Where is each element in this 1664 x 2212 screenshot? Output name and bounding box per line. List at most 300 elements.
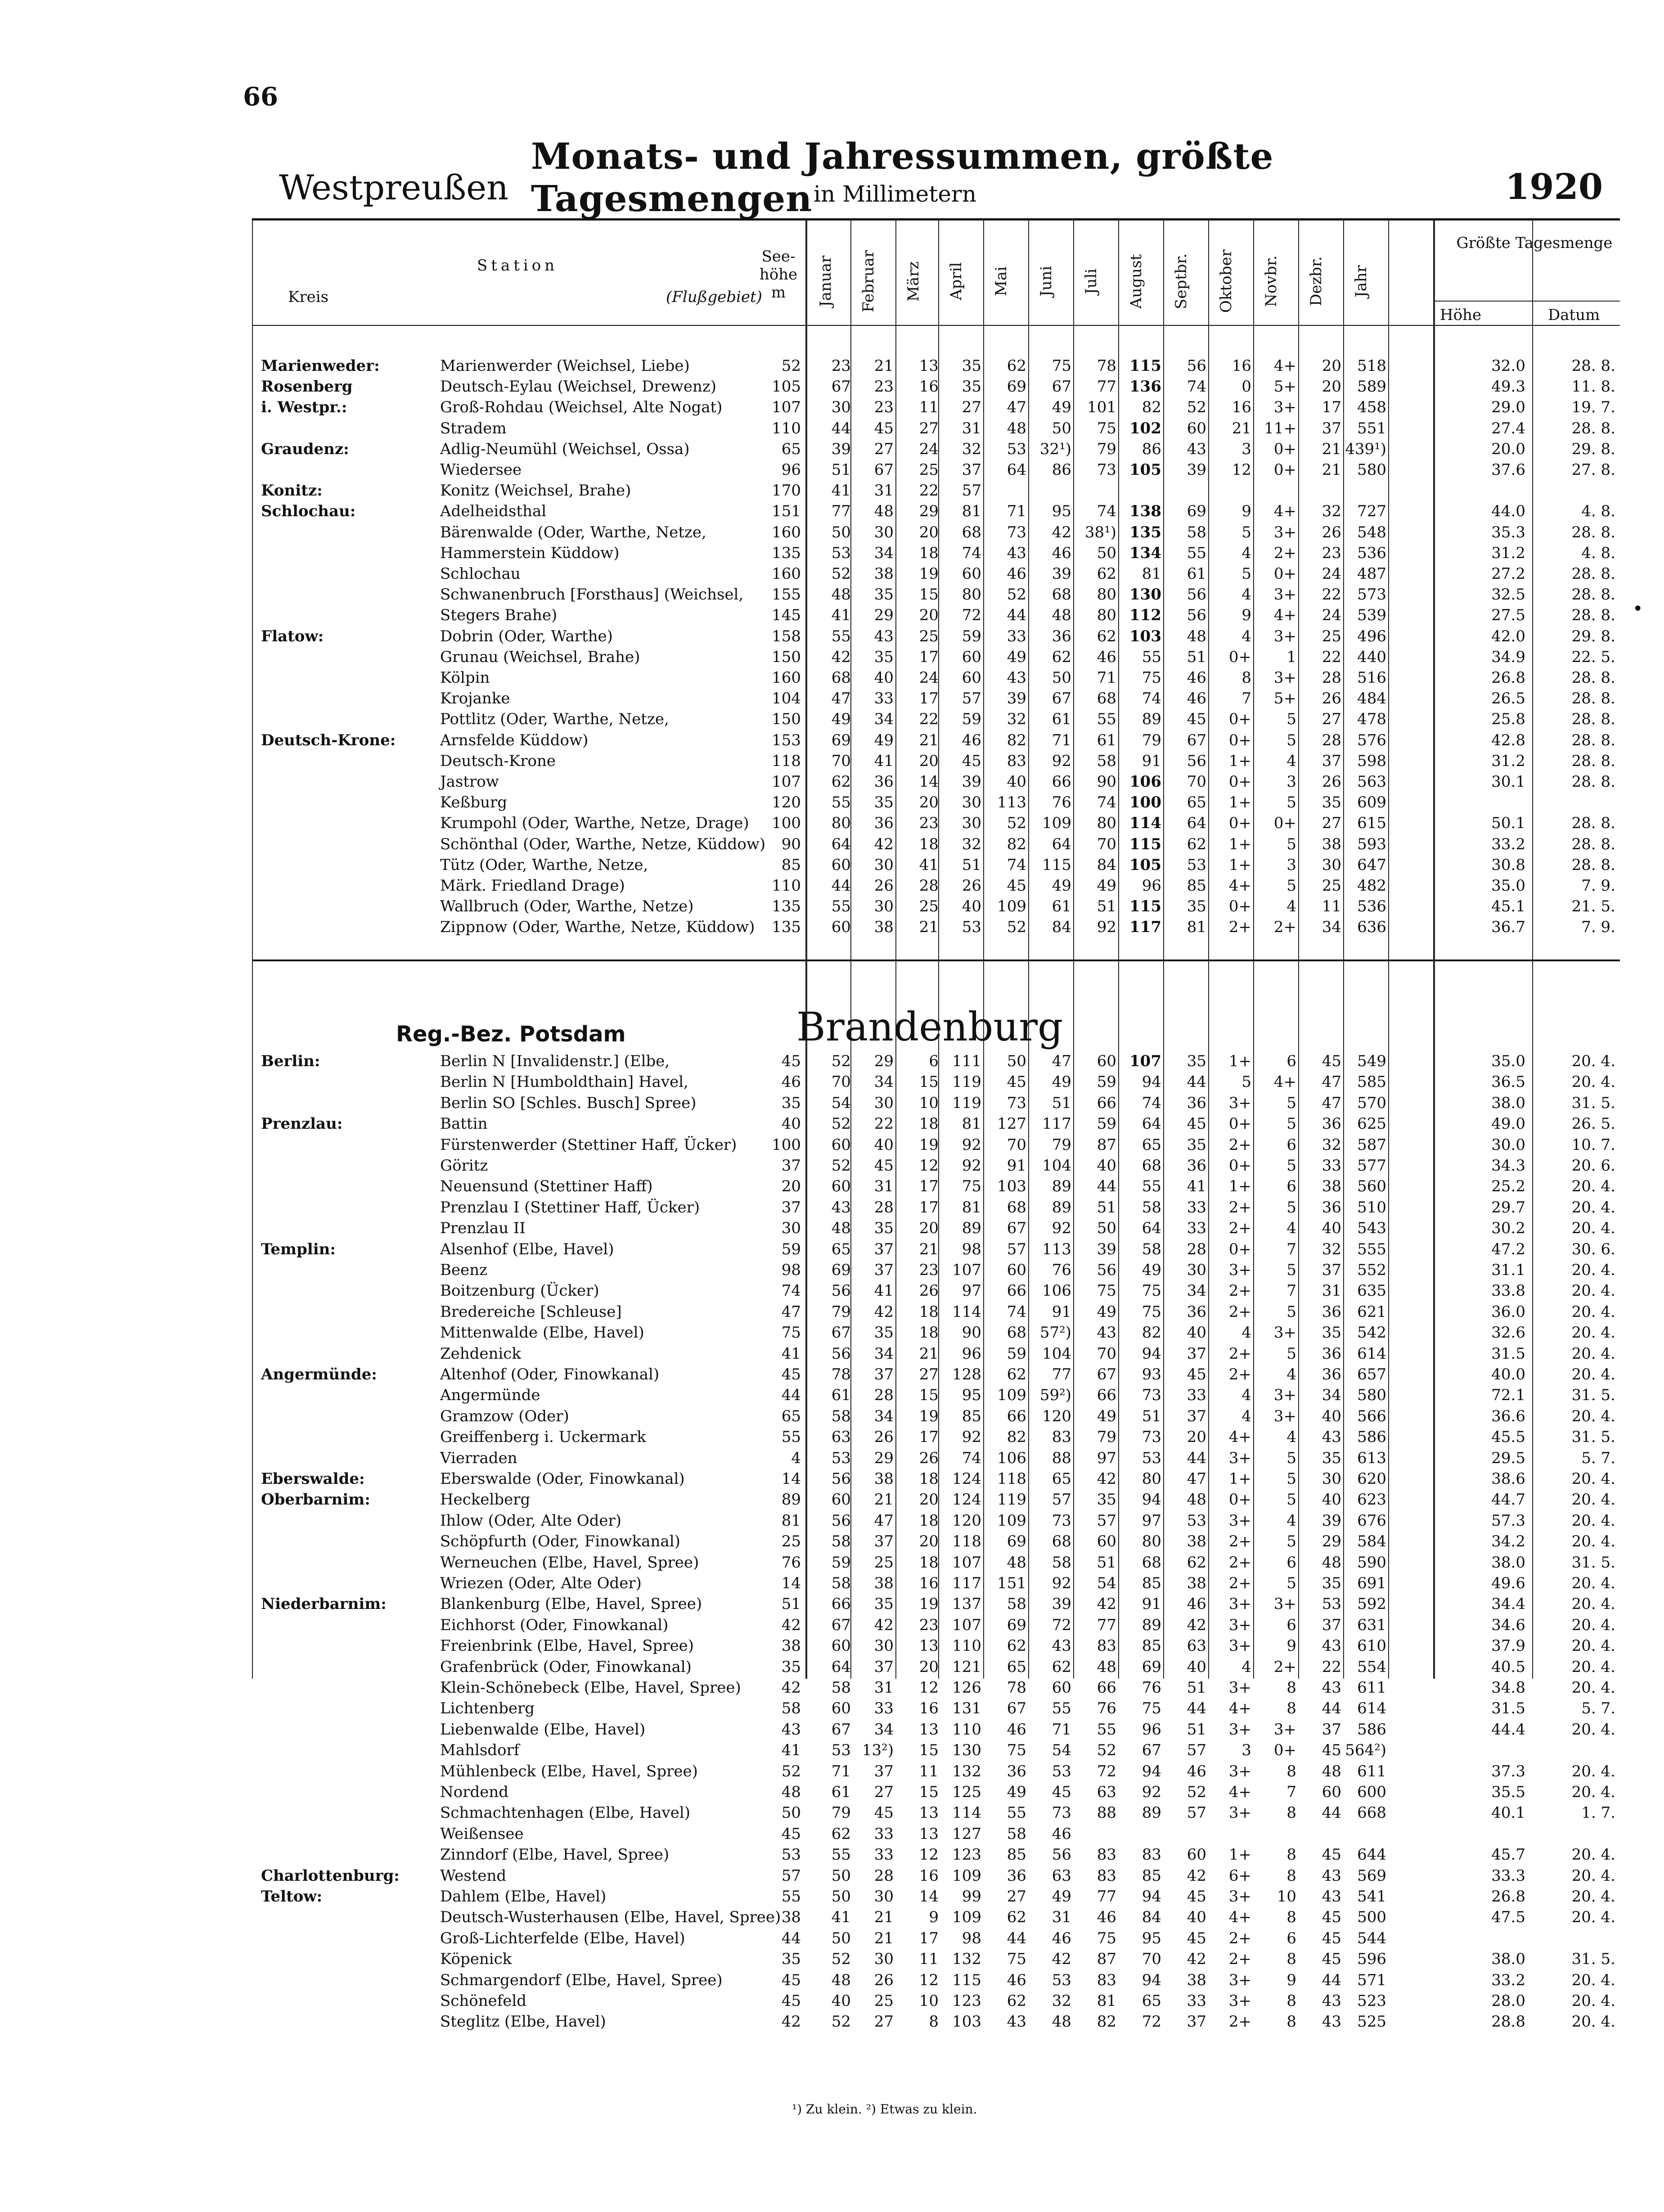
cell-value: 482 <box>1357 877 1386 895</box>
cell-station: Tütz (Oder, Warthe, Netze, <box>440 856 648 874</box>
table-row <box>252 1928 1620 1949</box>
cell-value: 15 <box>919 1741 939 1760</box>
cell-value: 20 <box>919 1219 939 1238</box>
cell-value: 5 <box>1286 1261 1296 1279</box>
table-row <box>252 397 1620 418</box>
cell-value: 46 <box>1187 1595 1206 1613</box>
cell-value: 109 <box>997 897 1026 916</box>
cell-station: Eichhorst (Oder, Finowkanal) <box>440 1616 669 1634</box>
header-month: Novbr. <box>1262 255 1280 307</box>
cell-value: 5 <box>1286 731 1296 749</box>
cell-value: 103 <box>1129 627 1161 645</box>
cell-value: 37 <box>1322 752 1341 770</box>
cell-value: 131 <box>952 1699 981 1718</box>
cell-value: 135 <box>1129 523 1161 541</box>
cell-value: 28 <box>919 877 939 895</box>
cell-value: 79 <box>1097 1428 1116 1446</box>
cell-date: 20. 4. <box>1571 1302 1615 1321</box>
cell-value: 85 <box>1007 1846 1026 1864</box>
cell-value: 115 <box>1129 357 1161 375</box>
cell-max: 26.8 <box>1491 669 1525 687</box>
cell-value: 89 <box>1142 1804 1161 1822</box>
cell-max: 42.8 <box>1491 731 1525 749</box>
cell-h: 74 <box>781 1282 801 1300</box>
cell-date: 5. 7. <box>1581 1449 1615 1467</box>
cell-date: 20. 4. <box>1571 1762 1615 1780</box>
cell-value: 98 <box>962 1240 981 1258</box>
cell-value: 66 <box>1007 1282 1026 1300</box>
cell-value: 21 <box>919 1344 939 1363</box>
cell-value: 124 <box>952 1470 981 1488</box>
cell-value: 26 <box>1322 773 1341 791</box>
cell-value: 611 <box>1357 1762 1386 1780</box>
cell-h: 120 <box>772 793 801 812</box>
cell-h: 35 <box>781 1658 801 1676</box>
cell-value: 21 <box>874 1908 894 1927</box>
cell-value: 27 <box>874 440 894 458</box>
cell-value: 68 <box>1007 1198 1026 1216</box>
cell-h: 48 <box>781 1783 801 1801</box>
cell-value: 100 <box>1129 793 1161 812</box>
cell-value: 36 <box>1187 1302 1206 1321</box>
cell-value: 46 <box>1007 1720 1026 1739</box>
cell-station: Weißensee <box>440 1825 524 1843</box>
cell-value: 52 <box>1007 814 1026 833</box>
cell-value: 60 <box>831 1135 851 1154</box>
region-westpreussen: Westpreußen <box>279 167 509 207</box>
cell-value: 33 <box>874 1825 894 1843</box>
cell-station: Adlig-Neumühl (Weichsel, Ossa) <box>440 440 690 458</box>
table-row <box>252 584 1620 605</box>
cell-value: 10 <box>919 1992 939 2010</box>
cell-value: 478 <box>1357 710 1386 729</box>
cell-value: 32 <box>1007 710 1026 729</box>
cell-value: 36 <box>1007 1762 1026 1780</box>
cell-value: 3+ <box>1228 1094 1251 1112</box>
cell-value: 2+ <box>1228 918 1251 937</box>
cell-value: 2+ <box>1228 1574 1251 1592</box>
cell-value: 68 <box>1007 1324 1026 1342</box>
cell-value: 89 <box>1142 710 1161 729</box>
cell-value: 57 <box>1052 1491 1071 1509</box>
cell-value: 69 <box>1007 378 1026 396</box>
cell-station: Altenhof (Oder, Finowkanal) <box>440 1365 660 1383</box>
cell-value: 38 <box>874 1470 894 1488</box>
cell-value: 48 <box>831 586 851 604</box>
cell-value: 60 <box>1007 1261 1026 1279</box>
cell-date: 20. 4. <box>1571 1888 1615 1906</box>
cell-value: 569 <box>1357 1866 1386 1885</box>
cell-value: 37 <box>874 1365 894 1383</box>
cell-max: 33.2 <box>1491 1971 1525 1989</box>
cell-value: 84 <box>1097 856 1116 874</box>
footnote: ¹) Zu klein. ²) Etwas zu klein. <box>792 2102 977 2117</box>
table-row <box>252 1719 1620 1740</box>
cell-value: 0+ <box>1273 440 1296 458</box>
cell-h: 104 <box>772 689 801 708</box>
cell-value: 47 <box>831 689 851 708</box>
cell-value: 0+ <box>1273 1741 1296 1760</box>
cell-value: 99 <box>962 1888 981 1906</box>
cell-value: 17 <box>1322 398 1341 417</box>
cell-value: 598 <box>1357 752 1386 770</box>
cell-value: 49 <box>1052 398 1071 417</box>
cell-value: 625 <box>1357 1115 1386 1133</box>
cell-value: 83 <box>1097 1971 1116 1989</box>
cell-value: 60 <box>1322 1783 1341 1801</box>
table-row <box>252 1886 1620 1907</box>
cell-value: 39 <box>1007 689 1026 708</box>
cell-value: 593 <box>1357 835 1386 853</box>
cell-value: 56 <box>1187 586 1206 604</box>
cell-value: 727 <box>1357 502 1386 521</box>
cell-value: 53 <box>1187 856 1206 874</box>
cell-value: 3+ <box>1228 1971 1251 1989</box>
cell-value: 16 <box>919 378 939 396</box>
cell-value: 89 <box>962 1219 981 1238</box>
table-row <box>252 1489 1620 1510</box>
header-kreis: Kreis <box>288 288 329 306</box>
cell-station: Jastrow <box>440 773 499 791</box>
cell-station: Arnsfelde Küddow) <box>440 731 589 749</box>
cell-value: 49 <box>1052 1888 1071 1906</box>
cell-value: 43 <box>1187 440 1206 458</box>
cell-value: 4 <box>1241 586 1251 604</box>
cell-max: 57.3 <box>1491 1511 1525 1530</box>
cell-value: 51 <box>831 461 851 479</box>
cell-value: 66 <box>831 1595 851 1613</box>
cell-value: 36 <box>874 773 894 791</box>
table-row <box>252 460 1620 480</box>
cell-station: Schmargendorf (Elbe, Havel, Spree) <box>440 1971 723 1989</box>
cell-value: 69 <box>831 731 851 749</box>
cell-max: 30.8 <box>1491 856 1525 874</box>
cell-value: 2+ <box>1228 1135 1251 1154</box>
cell-value: 37 <box>1322 1720 1341 1739</box>
cell-value: 27 <box>1322 710 1341 729</box>
cell-h: 38 <box>781 1637 801 1655</box>
cell-date: 28. 8. <box>1571 752 1615 770</box>
cell-value: 39 <box>1097 1240 1116 1258</box>
cell-h: 135 <box>772 544 801 562</box>
cell-date: 20. 4. <box>1571 1532 1615 1551</box>
cell-value: 3 <box>1241 1741 1251 1760</box>
cell-value: 52 <box>831 1052 851 1070</box>
cell-value: 74 <box>962 1449 981 1467</box>
cell-value: 543 <box>1357 1219 1386 1238</box>
cell-value: 136 <box>1129 378 1161 396</box>
cell-value: 17 <box>919 689 939 708</box>
cell-value: 3 <box>1241 440 1251 458</box>
cell-max: 26.5 <box>1491 689 1525 708</box>
cell-h: 105 <box>772 378 801 396</box>
cell-date: 22. 5. <box>1571 648 1615 666</box>
cell-station: Wiedersee <box>440 461 522 479</box>
cell-value: 5 <box>1286 1470 1296 1488</box>
cell-value: 41 <box>919 856 939 874</box>
cell-value: 8 <box>1241 669 1251 687</box>
cell-value: 31 <box>1322 1282 1341 1300</box>
table-row <box>252 1510 1620 1531</box>
cell-value: 67 <box>1142 1741 1161 1760</box>
cell-value: 577 <box>1357 1157 1386 1175</box>
cell-h: 20 <box>781 1177 801 1196</box>
cell-value: 30 <box>831 398 851 417</box>
cell-station: Keßburg <box>440 793 507 812</box>
cell-value: 29 <box>874 1052 894 1070</box>
cell-max: 45.7 <box>1491 1846 1525 1864</box>
table-row <box>252 1782 1620 1802</box>
cell-max: 45.1 <box>1491 897 1525 916</box>
cell-value: 15 <box>919 1073 939 1091</box>
cell-value: 44 <box>1187 1073 1206 1091</box>
cell-value: 37 <box>1187 1407 1206 1425</box>
cell-h: 153 <box>772 731 801 749</box>
cell-date: 20. 6. <box>1571 1157 1615 1175</box>
cell-value: 589 <box>1357 378 1386 396</box>
table-row <box>252 1343 1620 1364</box>
cell-station: Vierraden <box>440 1449 517 1467</box>
cell-max: 49.0 <box>1491 1115 1525 1133</box>
cell-h: 100 <box>772 1135 801 1154</box>
cell-value: 32 <box>1322 1135 1341 1154</box>
cell-value: 43 <box>1322 1888 1341 1906</box>
cell-value: 33 <box>1187 1219 1206 1238</box>
cell-value: 16 <box>1232 398 1251 417</box>
cell-value: 1+ <box>1228 856 1251 874</box>
cell-h: 100 <box>772 814 801 833</box>
table-row <box>252 792 1620 813</box>
cell-value: 5 <box>1286 1574 1296 1592</box>
cell-value: 94 <box>1142 1971 1161 1989</box>
cell-value: 16 <box>919 1866 939 1885</box>
cell-max: 36.6 <box>1491 1407 1525 1425</box>
cell-station: Stradem <box>440 419 507 437</box>
cell-value: 58 <box>1007 1595 1026 1613</box>
cell-value: 36 <box>1187 1094 1206 1112</box>
cell-value: 78 <box>1097 357 1116 375</box>
cell-value: 5 <box>1286 1198 1296 1216</box>
cell-value: 67 <box>831 1324 851 1342</box>
cell-station: Liebenwalde (Elbe, Havel) <box>440 1720 646 1739</box>
cell-value: 45 <box>1052 1783 1071 1801</box>
header-flussgebiet: (Flußgebiet) <box>666 288 762 306</box>
cell-value: 439¹) <box>1345 440 1386 458</box>
cell-value: 19 <box>919 1135 939 1154</box>
cell-value: 53 <box>1052 1971 1071 1989</box>
cell-station: Gramzow (Oder) <box>440 1407 569 1425</box>
cell-value: 3+ <box>1228 1449 1251 1467</box>
cell-value: 70 <box>1187 773 1206 791</box>
cell-value: 28 <box>1322 669 1341 687</box>
cell-value: 21 <box>919 1240 939 1258</box>
cell-value: 4 <box>1286 752 1296 770</box>
cell-value: 75 <box>1007 1950 1026 1969</box>
cell-value: 106 <box>997 1449 1026 1467</box>
cell-date: 20. 4. <box>1571 1261 1615 1279</box>
cell-value: 28 <box>1322 731 1341 749</box>
cell-value: 50 <box>831 1929 851 1947</box>
cell-value: 55 <box>831 627 851 645</box>
cell-value: 38 <box>1187 1971 1206 1989</box>
cell-value: 2+ <box>1228 2013 1251 2031</box>
cell-date: 31. 5. <box>1571 1094 1615 1112</box>
cell-value: 8 <box>1286 1950 1296 1969</box>
cell-h: 170 <box>772 482 801 500</box>
cell-kreis: Deutsch-Krone: <box>261 731 396 749</box>
cell-value: 75 <box>1007 1741 1026 1760</box>
cell-value: 81 <box>962 1198 981 1216</box>
cell-value: 5 <box>1286 1344 1296 1363</box>
cell-value: 77 <box>1097 1888 1116 1906</box>
cell-max: 30.1 <box>1491 773 1525 791</box>
table-row <box>252 1260 1620 1280</box>
cell-value: 7 <box>1286 1240 1296 1258</box>
cell-value: 91 <box>1142 1595 1161 1613</box>
cell-value: 614 <box>1357 1344 1386 1363</box>
cell-value: 4+ <box>1228 1908 1251 1927</box>
cell-value: 36 <box>1187 1157 1206 1175</box>
cell-value: 33 <box>1007 627 1026 645</box>
cell-value: 75 <box>1142 1302 1161 1321</box>
cell-value: 585 <box>1357 1073 1386 1091</box>
cell-value: 48 <box>1187 627 1206 645</box>
cell-value: 2+ <box>1228 1950 1251 1969</box>
cell-station: Bredereiche [Schleuse] <box>440 1302 622 1321</box>
cell-value: 46 <box>1007 1971 1026 1989</box>
cell-station: Deutsch-Wusterhausen (Elbe, Havel, Spree) <box>440 1908 781 1927</box>
cell-value: 112 <box>1129 606 1161 625</box>
cell-date: 28. 8. <box>1571 856 1615 874</box>
cell-station: Steglitz (Elbe, Havel) <box>440 2013 606 2031</box>
cell-value: 53 <box>962 918 981 937</box>
header-datum: Datum <box>1548 306 1600 324</box>
cell-value: 8 <box>1286 1804 1296 1822</box>
cell-value: 1+ <box>1228 1846 1251 1864</box>
cell-value: 65 <box>831 1240 851 1258</box>
cell-value: 22 <box>1322 648 1341 666</box>
cell-max: 35.5 <box>1491 1783 1525 1801</box>
cell-value: 91 <box>1142 752 1161 770</box>
cell-value: 44 <box>1007 606 1026 625</box>
cell-value: 41 <box>831 606 851 625</box>
cell-value: 539 <box>1357 606 1386 625</box>
cell-h: 145 <box>772 606 801 625</box>
cell-value: 33 <box>1187 1198 1206 1216</box>
cell-kreis: i. Westpr.: <box>261 398 347 417</box>
table-row <box>252 647 1620 667</box>
cell-value: 59 <box>831 1553 851 1572</box>
cell-h: 4 <box>791 1449 801 1467</box>
cell-value: 15 <box>919 1783 939 1801</box>
cell-value: 37 <box>874 1240 894 1258</box>
cell-value: 5 <box>1286 1532 1296 1551</box>
cell-h: 37 <box>781 1198 801 1216</box>
cell-value: 3+ <box>1273 1595 1296 1613</box>
cell-date: 20. 4. <box>1571 1407 1615 1425</box>
cell-value: 80 <box>962 586 981 604</box>
cell-value: 22 <box>919 482 939 500</box>
cell-value: 0+ <box>1228 1115 1251 1133</box>
cell-value: 13 <box>919 1637 939 1655</box>
cell-station: Schöpfurth (Oder, Finowkanal) <box>440 1532 680 1551</box>
cell-value: 43 <box>831 1198 851 1216</box>
table-row <box>252 1364 1620 1385</box>
cell-value: 27 <box>919 1365 939 1383</box>
cell-max: 47.2 <box>1491 1240 1525 1258</box>
cell-value: 9 <box>1286 1637 1296 1655</box>
cell-value: 29 <box>919 502 939 521</box>
cell-value: 66 <box>1097 1679 1116 1697</box>
cell-value: 600 <box>1357 1783 1386 1801</box>
cell-value: 72 <box>962 606 981 625</box>
table-row <box>252 376 1620 397</box>
cell-value: 8 <box>1286 1992 1296 2010</box>
cell-value: 2+ <box>1273 918 1296 937</box>
cell-h: 90 <box>781 835 801 853</box>
cell-value: 30 <box>874 897 894 916</box>
cell-value: 596 <box>1357 1950 1386 1969</box>
cell-value: 40 <box>1322 1491 1341 1509</box>
cell-value: 115 <box>1129 897 1161 916</box>
cell-h: 42 <box>781 1679 801 1697</box>
cell-h: 150 <box>772 710 801 729</box>
table-row <box>252 1218 1620 1239</box>
cell-value: 83 <box>1052 1428 1071 1446</box>
cell-value: 30 <box>874 1888 894 1906</box>
cell-value: 107 <box>952 1616 981 1634</box>
cell-value: 55 <box>831 897 851 916</box>
cell-date: 28. 8. <box>1571 357 1615 375</box>
cell-value: 83 <box>1097 1846 1116 1864</box>
cell-value: 31 <box>874 1679 894 1697</box>
cell-value: 563 <box>1357 773 1386 791</box>
cell-value: 2+ <box>1228 1344 1251 1363</box>
cell-value: 644 <box>1357 1846 1386 1864</box>
cell-value: 82 <box>1142 398 1161 417</box>
cell-value: 45 <box>1322 1929 1341 1947</box>
cell-value: 20 <box>1322 378 1341 396</box>
cell-station: Stegers Brahe) <box>440 606 558 625</box>
header-month: April <box>947 262 965 301</box>
cell-value: 27 <box>1322 814 1341 833</box>
cell-value: 2+ <box>1228 1532 1251 1551</box>
cell-value: 25 <box>874 1553 894 1572</box>
cell-value: 62 <box>1007 1637 1026 1655</box>
cell-value: 12 <box>919 1679 939 1697</box>
cell-value: 23 <box>919 1261 939 1279</box>
header-month: Mai <box>992 266 1010 296</box>
cell-value: 1+ <box>1228 1052 1251 1070</box>
cell-value: 38 <box>1187 1532 1206 1551</box>
cell-value: 48 <box>1007 1553 1026 1572</box>
cell-value: 57 <box>962 482 981 500</box>
cell-value: 39 <box>962 773 981 791</box>
cell-value: 37 <box>874 1762 894 1780</box>
cell-value: 4 <box>1241 627 1251 645</box>
cell-value: 564²) <box>1345 1741 1386 1760</box>
cell-value: 82 <box>1097 2013 1116 2031</box>
cell-value: 53 <box>1052 1762 1071 1780</box>
cell-value: 120 <box>1042 1407 1071 1425</box>
cell-value: 3 <box>1286 856 1296 874</box>
cell-value: 64 <box>1142 1115 1161 1133</box>
cell-value: 68 <box>1052 1532 1071 1551</box>
cell-value: 61 <box>831 1386 851 1405</box>
cell-value: 109 <box>952 1866 981 1885</box>
cell-value: 61 <box>1052 897 1071 916</box>
cell-value: 56 <box>1097 1261 1116 1279</box>
